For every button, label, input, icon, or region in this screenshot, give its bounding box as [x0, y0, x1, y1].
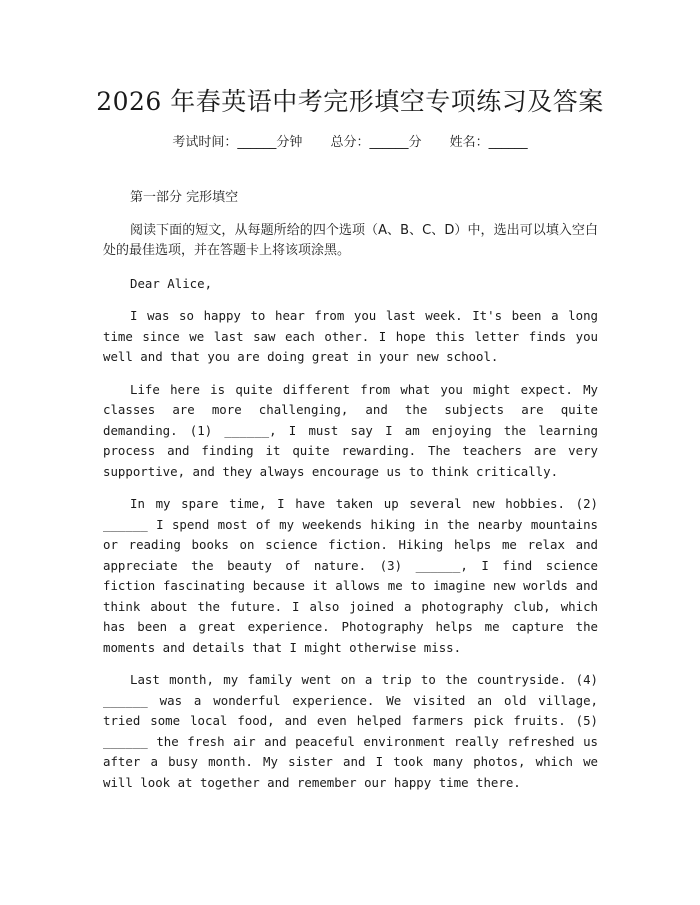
paragraph-3: In my spare time, I have taken up several new hobbies. (2) ______ I spend most of my weekends hiking in the nearby mountains or reading books on science fiction. Hiking helps me relax and appreciate the beauty of nature. (3) ______, I find science fiction fascinating because it allows me to imagine new worlds and think about the future. I also joined a photography club, which has been a great experience. Photography helps me capture the moments and details that I might otherwise miss.	[103, 496, 598, 655]
exam-meta	[0, 131, 700, 150]
salutation: Dear Alice,	[130, 275, 213, 291]
document-body	[103, 188, 598, 793]
paragraph-1: I was so happy to hear from you last week. It's been a long time since we last saw each other. I hope this letter finds you well and that you are doing great in your new school.	[103, 308, 598, 364]
exam-time: 考试时间：______分钟	[172, 135, 303, 150]
exam-score: 总分：______分	[330, 135, 422, 150]
document-title: 2026 年春英语中考完形填空专项练习及答案	[96, 87, 604, 116]
paragraph-4: Last month, my family went on a trip to the countryside. (4) ______ was a wonderful experience. We visited an old village, tried some local food, and even helped farmers pick fruits. (5) ______ the fresh air and peaceful environment really refreshed us after a busy month. My sister and I took many photos, which we will look at together and remember our happy time there.	[103, 672, 598, 790]
section-heading: 第一部分 完形填空	[130, 190, 239, 205]
instructions: 阅读下面的短文，从每题所给的四个选项（A、B、C、D）中，选出可以填入空白处的最佳选项，并在答题卡上将该项涂黑。	[103, 222, 598, 258]
paragraph-2: Life here is quite different from what you might expect. My classes are more challenging, and the subjects are quite demanding. (1) ______, I must say I am enjoying the learning process and finding it quite rewarding. The teachers are very supportive, and they always encourage us to think critically.	[103, 381, 598, 479]
student-name: 姓名：______	[449, 135, 528, 150]
